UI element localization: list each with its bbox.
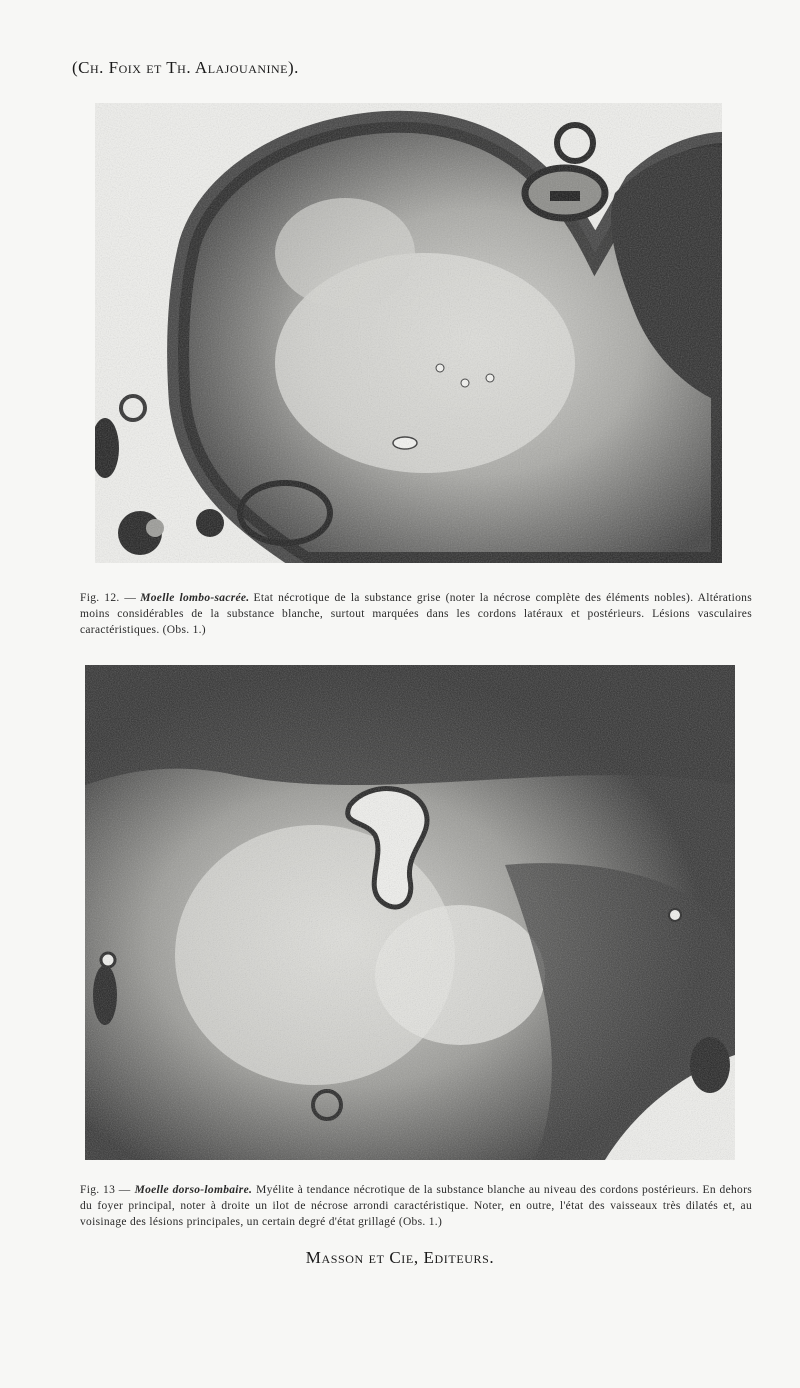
- caption-fig-13-text: Myélite à tendance nécrotique de la substance blanche au niveau des cordons postérieurs. En dehors du foyer principal, noter à droite un ilot de nécrose arrondi caractéristique. Noter, en outre, l'état des vaisseaux très dilatés et, au voisinage des lésions principales, un certain degré d'état grillagé (Obs. 1.): [80, 1184, 752, 1228]
- caption-fig-12-title: Moelle lombo-sacrée.: [140, 592, 250, 604]
- micrograph-fig-12-image: [95, 103, 722, 563]
- micrograph-fig-12: [95, 103, 722, 563]
- caption-fig-13-title: Moelle dorso-lombaire.: [134, 1184, 253, 1196]
- caption-fig-12-number: Fig. 12. —: [80, 592, 137, 604]
- micrograph-fig-13-image: [85, 665, 735, 1160]
- publisher-line: Masson et Cie, Editeurs.: [305, 1248, 495, 1267]
- caption-fig-13: [80, 1182, 752, 1230]
- caption-fig-12: [80, 590, 752, 638]
- caption-fig-12-text: Etat nécrotique de la substance grise (noter la nécrose complète des éléments nobles). Altérations moins considérables de la substance blanche, surtout marquées dans les cordons latéraux et postérieurs. Lésions vasculaires caractéristiques. (Obs. 1.): [80, 592, 753, 636]
- micrograph-fig-13: [85, 665, 735, 1160]
- caption-fig-13-number: Fig. 13 —: [80, 1184, 131, 1196]
- page-header-authors: (Ch. Foix et Th. Alajouanine).: [72, 58, 299, 77]
